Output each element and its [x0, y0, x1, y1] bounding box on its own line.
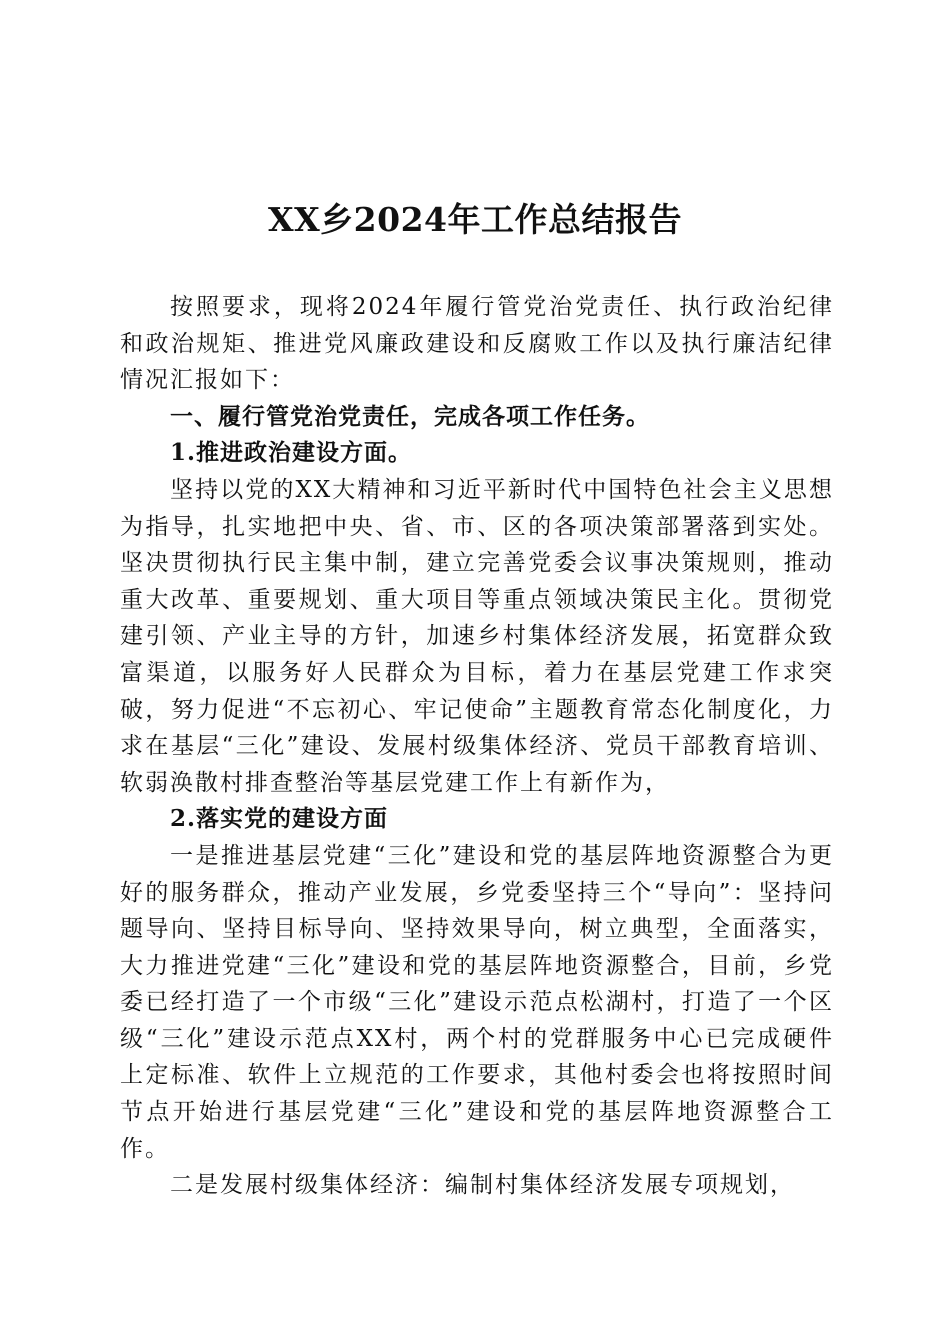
document-title: XX乡2024年工作总结报告 [267, 200, 683, 239]
collective-economy-paragraph: 二是发展村级集体经济：编制村集体经济发展专项规划， [170, 1172, 795, 1199]
document-body [120, 289, 834, 1204]
political-construction-paragraph: 坚持以党的XX大精神和习近平新时代中国特色社会主义思想为指导，扎实地把中央、省、市、区的各项决策部署落到实处。坚决贯彻执行民主集中制，建立完善党委会议事决策规则，推动重大改革、重要规划、重大项目等重点领域决策民主化。贯彻党建引领、产业主导的方针，加速乡村集体经济发展，拓宽群众致富渠道，以服务好人民群众为目标，着力在基层党建工作求突破，努力促进“不忘初心、牢记使命”主题教育常态化制度化，力求在基层“三化”建设、发展村级集体经济、党员干部教育培训、软弱涣散村排查整治等基层党建工作上有新作为， [120, 476, 834, 796]
intro-paragraph: 按照要求，现将2024年履行管党治党责任、执行政治纪律和政治规矩、推进党风廉政建设和反腐败工作以及执行廉洁纪律情况汇报如下： [120, 294, 834, 394]
section-heading-1: 一、履行管党治党责任，完成各项工作任务。 [170, 402, 650, 430]
subsection-heading-2: 2.落实党的建设方面 [170, 805, 389, 833]
party-building-paragraph: 一是推进基层党建“三化”建设和党的基层阵地资源整合为更好的服务群众，推动产业发展，乡党委坚持三个“导向”：坚持问题导向、坚持目标导向、坚持效果导向，树立典型，全面落实，大力推进党建“三化”建设和党的基层阵地资源整合，目前，乡党委已经打造了一个市级“三化”建设示范点松湖村，打造了一个区级“三化”建设示范点XX村，两个村的党群服务中心已完成硬件上定标准、软件上立规范的工作要求，其他村委会也将按照时间节点开始进行基层党建“三化”建设和党的基层阵地资源整合工作。 [120, 842, 834, 1162]
subsection-heading-1: 1.推进政治建设方面。 [170, 439, 413, 467]
